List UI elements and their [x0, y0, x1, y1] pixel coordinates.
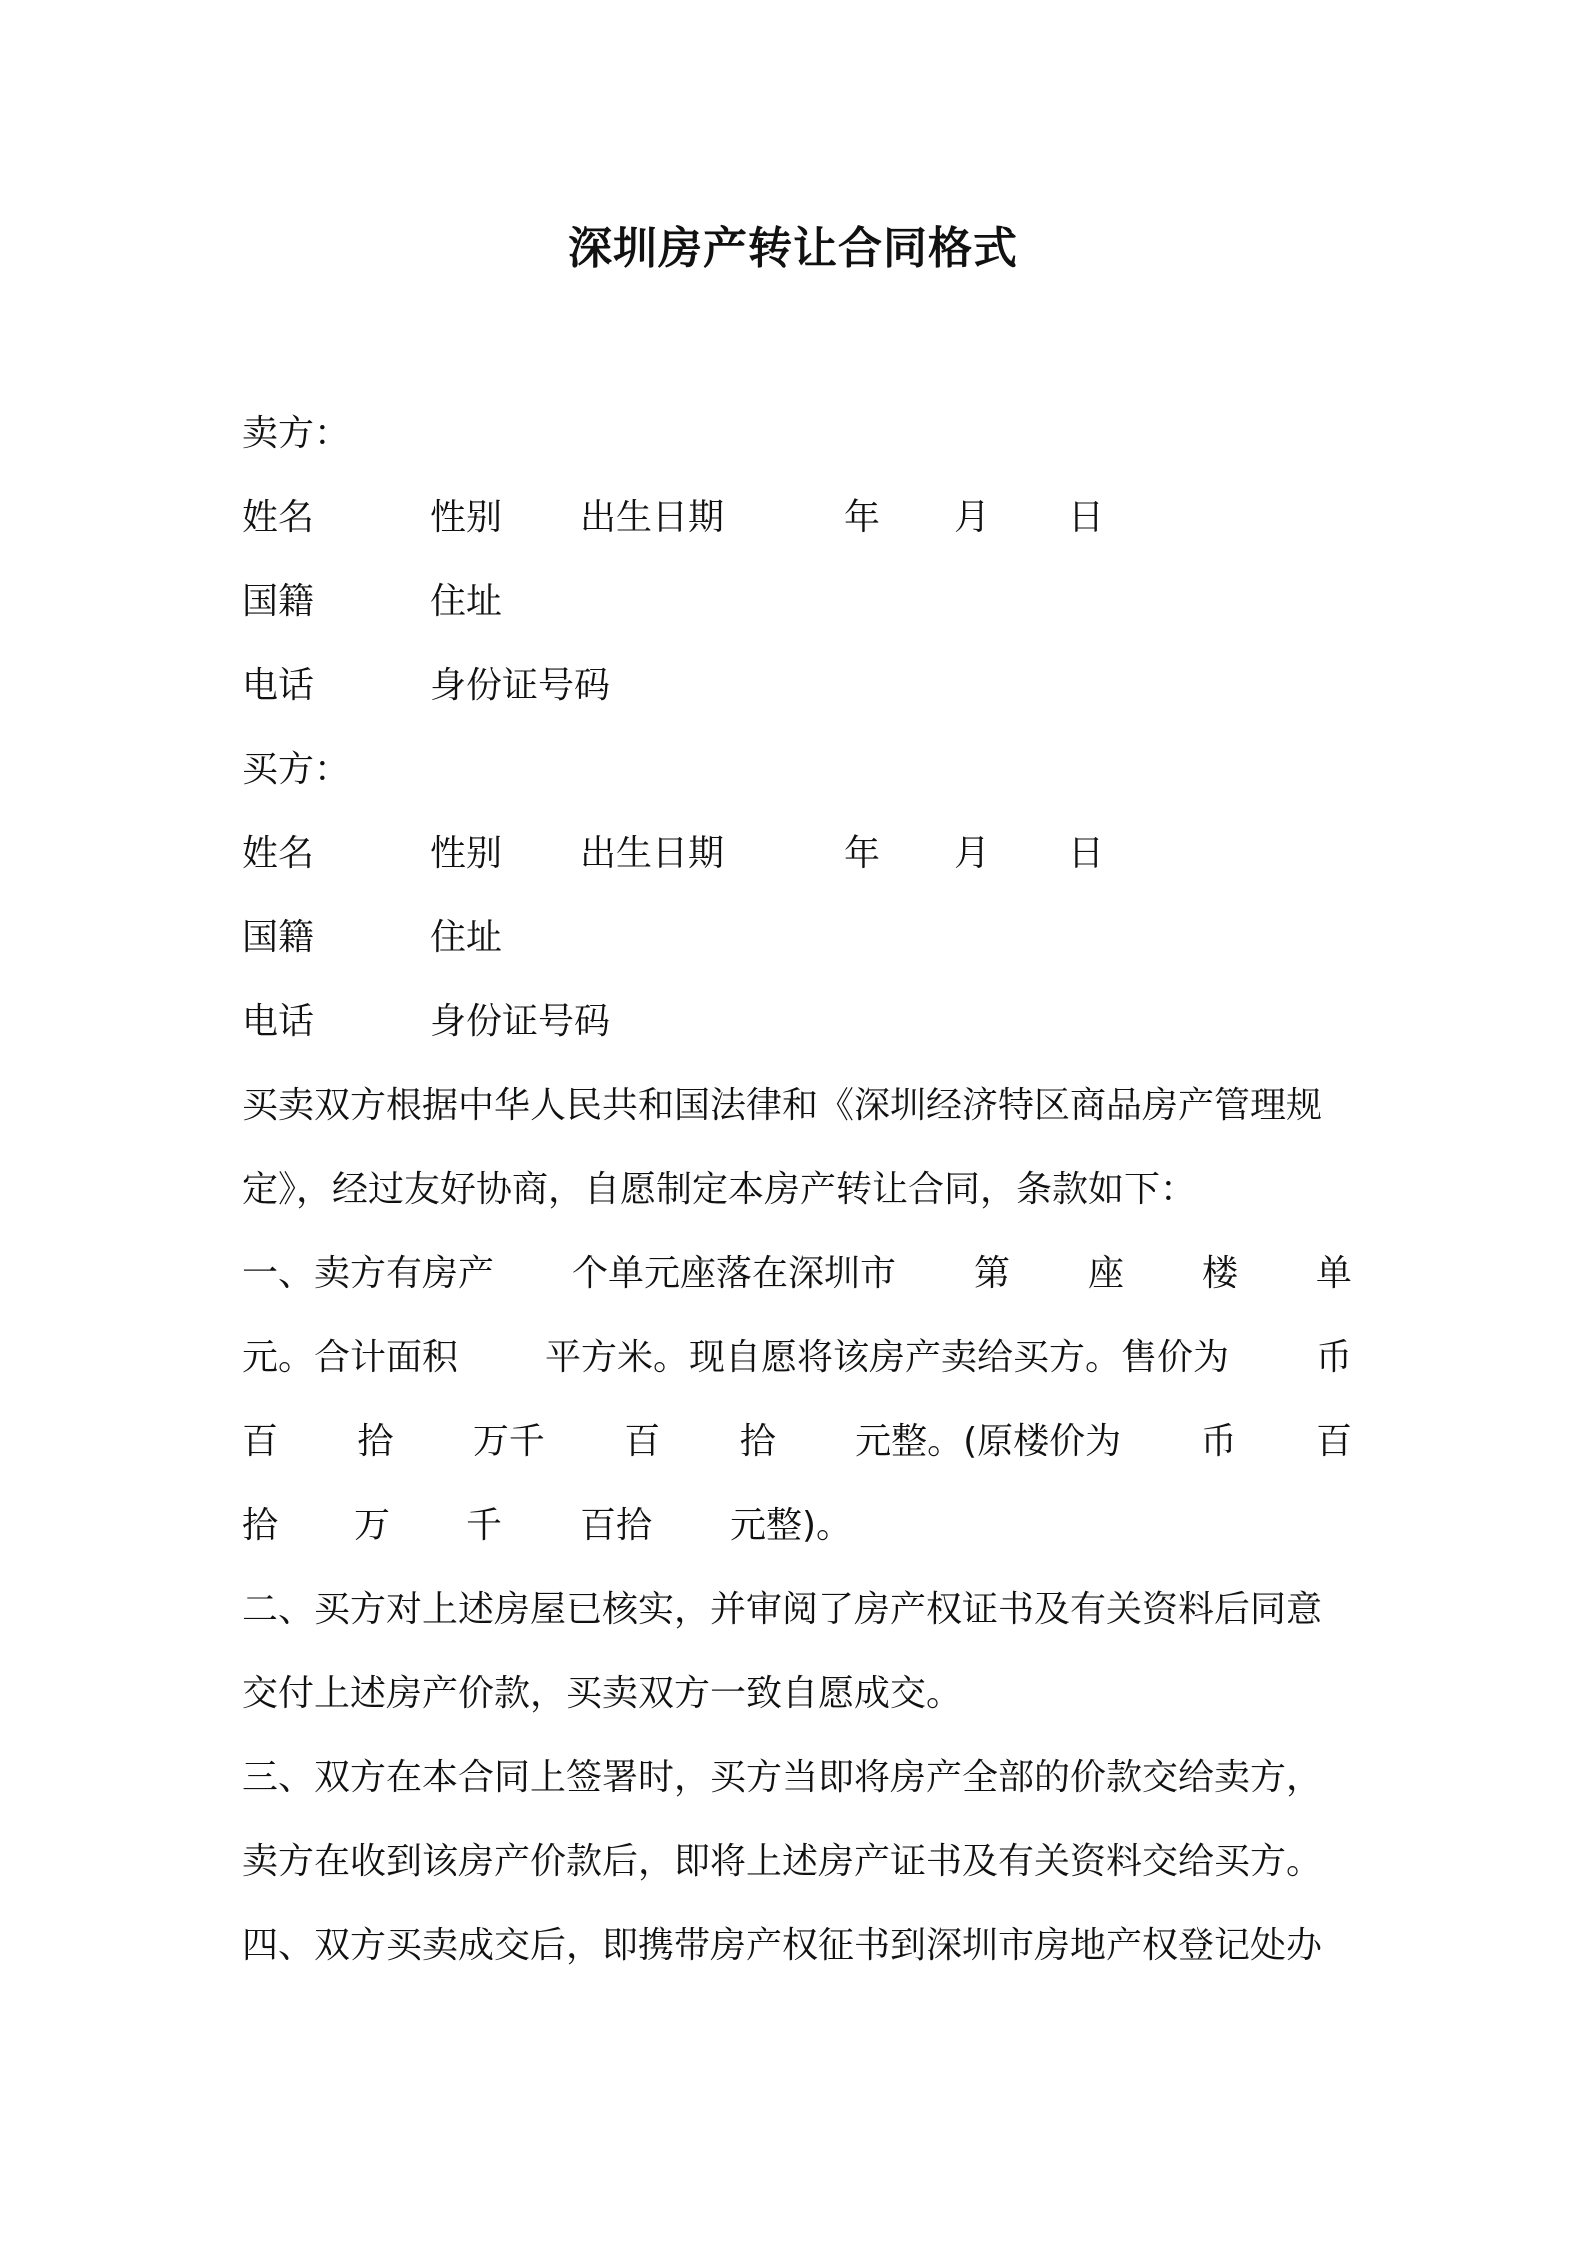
seller-id-label: 身份证号码 [430, 665, 611, 706]
clause1-line4-part: 千 [466, 1505, 503, 1546]
buyer-day-label: 日 [1068, 833, 1105, 874]
clause1-line3-part: 元整。(原楼价为 [855, 1421, 1122, 1462]
buyer-gender-label: 性别 [430, 833, 503, 874]
seller-nationality-label: 国籍 [242, 581, 315, 622]
buyer-name-row [242, 830, 1442, 878]
clause3-line-2: 卖方在收到该房产价款后，即将上述房产证书及有关资料交给买方。 [242, 1841, 1323, 1882]
clause1-line3-part: 百 [624, 1421, 661, 1462]
clause1-line2-part: 平方米。现自愿将该房产卖给买方。售价为 [544, 1337, 1229, 1378]
seller-phone-row [242, 662, 1442, 710]
clause1-line3-part: 币 [1200, 1421, 1237, 1462]
clause1-line-4 [242, 1502, 1442, 1550]
seller-address-label: 住址 [430, 581, 503, 622]
clause1-line3-part: 拾 [739, 1421, 776, 1462]
seller-day-label: 日 [1068, 497, 1105, 538]
buyer-year-label: 年 [844, 833, 881, 874]
clause1-line2-part: 币 [1315, 1337, 1352, 1378]
clause1-line4-part: 百拾 [580, 1505, 653, 1546]
clause1-line1-part: 一、卖方有房产 [242, 1253, 495, 1294]
intro-line-2: 定》，经过友好协商，自愿制定本房产转让合同，条款如下： [242, 1169, 1197, 1210]
clause2-line-1: 二、买方对上述房屋已核实，并审阅了房产权证书及有关资料后同意 [242, 1589, 1323, 1630]
buyer-month-label: 月 [954, 833, 991, 874]
clause1-line3-part: 拾 [357, 1421, 394, 1462]
buyer-nationality-label: 国籍 [242, 917, 315, 958]
clause1-line1-part: 第 [973, 1253, 1010, 1294]
seller-month-label: 月 [954, 497, 991, 538]
clause1-line3-part: 百 [242, 1421, 279, 1462]
seller-year-label: 年 [844, 497, 881, 538]
clause1-line4-part: 元整)。 [730, 1505, 853, 1546]
clause1-line4-part: 万 [354, 1505, 391, 1546]
seller-phone-label: 电话 [242, 665, 315, 706]
buyer-phone-label: 电话 [242, 1001, 315, 1042]
clause1-line1-part: 座 [1087, 1253, 1124, 1294]
buyer-heading: 买方： [242, 749, 351, 790]
seller-gender-label: 性别 [430, 497, 503, 538]
seller-heading: 卖方： [242, 413, 351, 454]
buyer-birth-label: 出生日期 [580, 833, 725, 874]
clause2-line-2: 交付上述房产价款，买卖双方一致自愿成交。 [242, 1673, 963, 1714]
clause1-line-2 [242, 1334, 1352, 1382]
clause1-line3-part: 百 [1315, 1421, 1352, 1462]
buyer-name-label: 姓名 [242, 833, 315, 874]
seller-name-label: 姓名 [242, 497, 315, 538]
clause1-line3-part: 万千 [472, 1421, 545, 1462]
buyer-id-label: 身份证号码 [430, 1001, 611, 1042]
clause1-line1-part: 个单元座落在深圳市 [571, 1253, 896, 1294]
clause1-line2-part: 元。合计面积 [242, 1337, 459, 1378]
intro-line-1: 买卖双方根据中华人民共和国法律和《深圳经济特区商品房产管理规 [242, 1085, 1323, 1126]
clause1-line1-part: 楼 [1201, 1253, 1238, 1294]
clause4-line-1: 四、双方买卖成交后，即携带房产权征书到深圳市房地产权登记处办 [242, 1925, 1323, 1966]
clause1-line1-part: 单 [1315, 1253, 1352, 1294]
clause3-line-1: 三、双方在本合同上签署时，买方当即将房产全部的价款交给卖方， [242, 1757, 1323, 1798]
seller-nationality-row [242, 578, 1442, 626]
buyer-address-label: 住址 [430, 917, 503, 958]
buyer-phone-row [242, 998, 1442, 1046]
clause1-line4-part: 拾 [242, 1505, 279, 1546]
seller-name-row [242, 494, 1442, 542]
buyer-nationality-row [242, 914, 1442, 962]
document-title: 深圳房产转让合同格式 [568, 223, 1018, 274]
seller-birth-label: 出生日期 [580, 497, 725, 538]
clause1-line-3 [242, 1418, 1352, 1466]
clause1-line-1 [242, 1250, 1352, 1298]
